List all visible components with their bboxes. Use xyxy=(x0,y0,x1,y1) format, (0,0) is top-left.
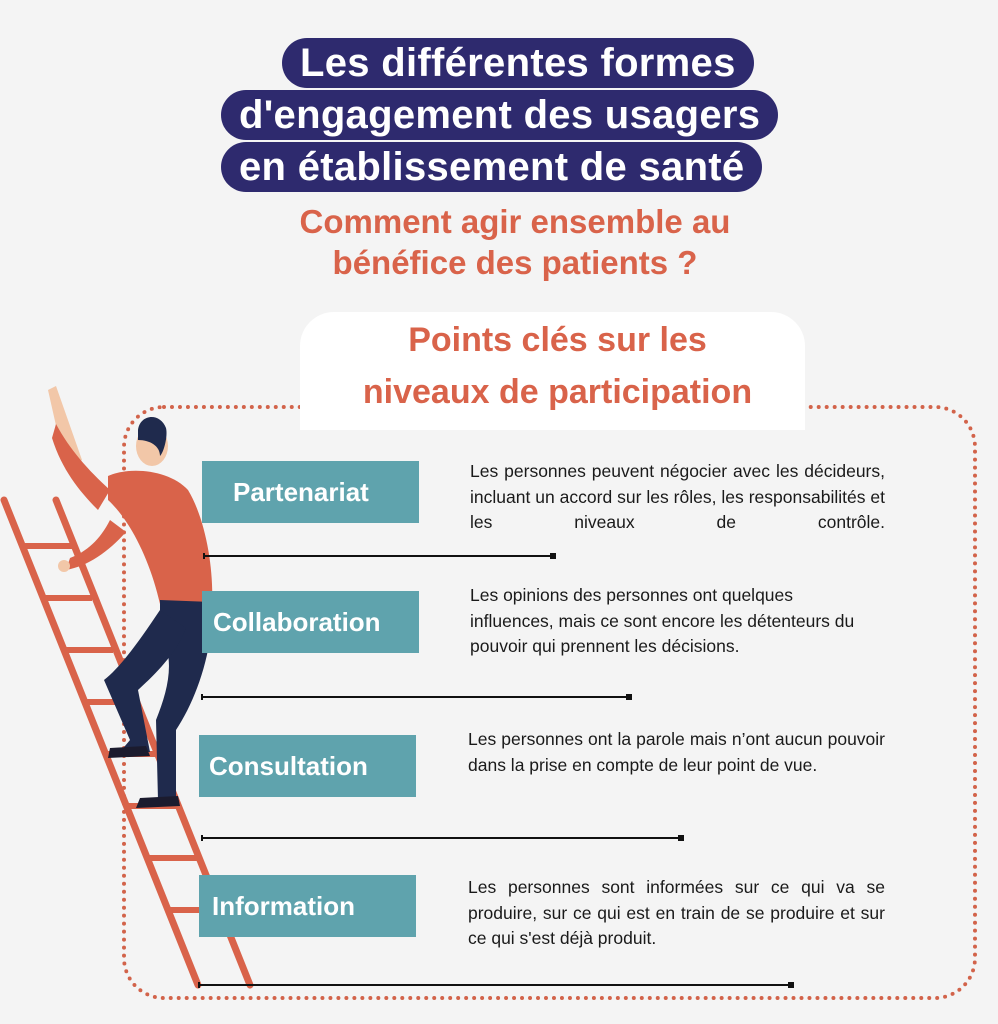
level-information-description xyxy=(468,875,885,952)
subtitle-line-1: Comment agir ensemble au xyxy=(299,203,731,240)
level-consultation: Consultation xyxy=(199,735,416,797)
level-partenariat: Partenariat xyxy=(202,461,419,523)
divider-line xyxy=(202,696,629,698)
divider-line xyxy=(204,555,553,557)
level-collaboration: Collaboration xyxy=(202,591,419,653)
level-consultation-description xyxy=(468,727,885,778)
level-partenariat-description: Les personnes peuvent négocier avec les décideurs, incluant un accord sur les rôles, les responsabilités et les niveaux de contrôle. xyxy=(470,461,885,532)
panel-heading xyxy=(300,314,815,418)
panel-heading-line-2: niveaux de participation xyxy=(362,373,753,411)
title-line-2: d'engagement des usagers xyxy=(221,90,778,140)
divider-line xyxy=(202,837,681,839)
level-collaboration-description: Les opinions des personnes ont quelques influences, mais ce sont encore les détenteurs du pouvoir qui prennent les décisions. xyxy=(470,585,855,656)
level-information: Information xyxy=(199,875,416,937)
level-information-description-text: Les personnes sont informées sur ce qui va se produire, sur ce qui est en train de se produire et sur ce qui s'est déjà produit. xyxy=(468,877,885,948)
divider-line xyxy=(199,984,791,986)
title-line-1: Les différentes formes xyxy=(282,38,754,88)
level-consultation-description-text: Les personnes ont la parole mais n’ont aucun pouvoir dans la prise en compte de leur point de vue. xyxy=(468,729,885,775)
subtitle-line-2: bénéfice des patients ? xyxy=(332,244,698,281)
panel-heading-line-1: Points clés sur les xyxy=(408,321,707,359)
title-line-3: en établissement de santé xyxy=(221,142,762,192)
